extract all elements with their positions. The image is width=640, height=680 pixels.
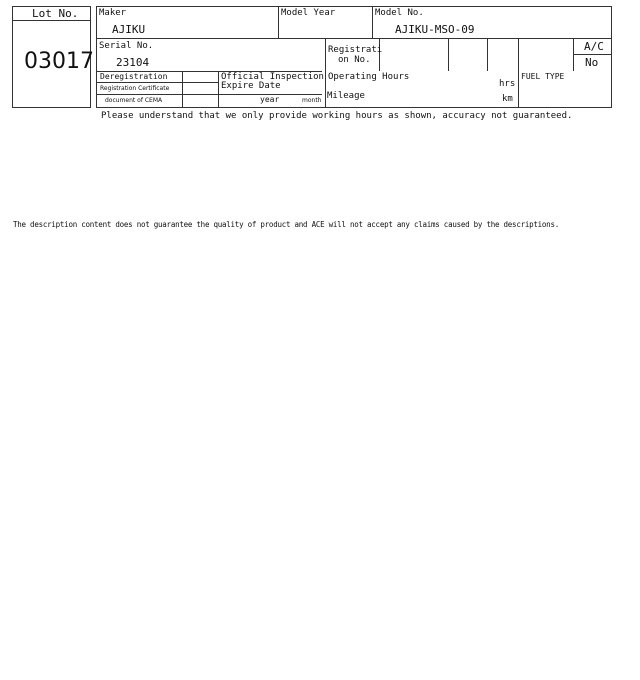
working-hours-note: Please understand that we only provide working hours as shown, accuracy not guaranteed. [101, 111, 573, 121]
ac-value: No [585, 56, 599, 69]
lot-label: Lot No. [32, 7, 79, 20]
row-divider-registration-cert [96, 94, 218, 95]
col-divider-ac [573, 38, 574, 71]
model-year-label: Model Year [281, 8, 336, 18]
inspection-label-line2: Expire Date [221, 81, 281, 91]
model-no-label: Model No. [375, 8, 424, 18]
row-divider-1 [96, 38, 612, 39]
serial-value: 23104 [116, 56, 150, 69]
row-divider-ac [573, 54, 612, 55]
inspection-year-unit: year [260, 95, 280, 104]
col-divider-inspection [218, 71, 219, 108]
registration-label-line1: Registrati [328, 45, 383, 55]
mileage-unit: km [502, 94, 513, 104]
col-divider-reg-2 [487, 38, 488, 71]
inspection-label-line1: Official Inspection [221, 72, 324, 82]
col-divider-model-year [372, 6, 373, 38]
row-divider-deregistration [96, 82, 218, 83]
document-cema-label: document of CEMA [105, 97, 163, 104]
serial-label: Serial No. [99, 41, 154, 51]
registration-certificate-label: Registration Certificate [100, 85, 170, 92]
fuel-type-label: FUEL TYPE [521, 72, 565, 81]
mileage-label: Mileage [327, 91, 365, 101]
col-divider-reg-1 [448, 38, 449, 71]
operating-hours-label: Operating Hours [328, 72, 410, 82]
inspection-month-unit: month [302, 97, 322, 104]
maker-value: AJIKU [112, 23, 146, 36]
col-divider-maker [278, 6, 279, 38]
lot-number: 03017 [24, 49, 94, 74]
col-divider-fuel [518, 38, 519, 108]
description-disclaimer: The description content does not guarantee the quality of product and ACE will not accept any claims caused by the descriptions. [13, 220, 559, 229]
ac-label: A/C [584, 40, 604, 53]
col-divider-cert-boxes [182, 71, 183, 108]
operating-hours-unit: hrs [499, 79, 516, 89]
deregistration-label: Deregistration [100, 72, 168, 81]
model-no-value: AJIKU-MSO-09 [395, 23, 475, 36]
col-divider-serial [325, 38, 326, 108]
registration-label-line2: on No. [338, 55, 371, 65]
lot-divider [12, 20, 91, 21]
maker-label: Maker [99, 8, 127, 18]
